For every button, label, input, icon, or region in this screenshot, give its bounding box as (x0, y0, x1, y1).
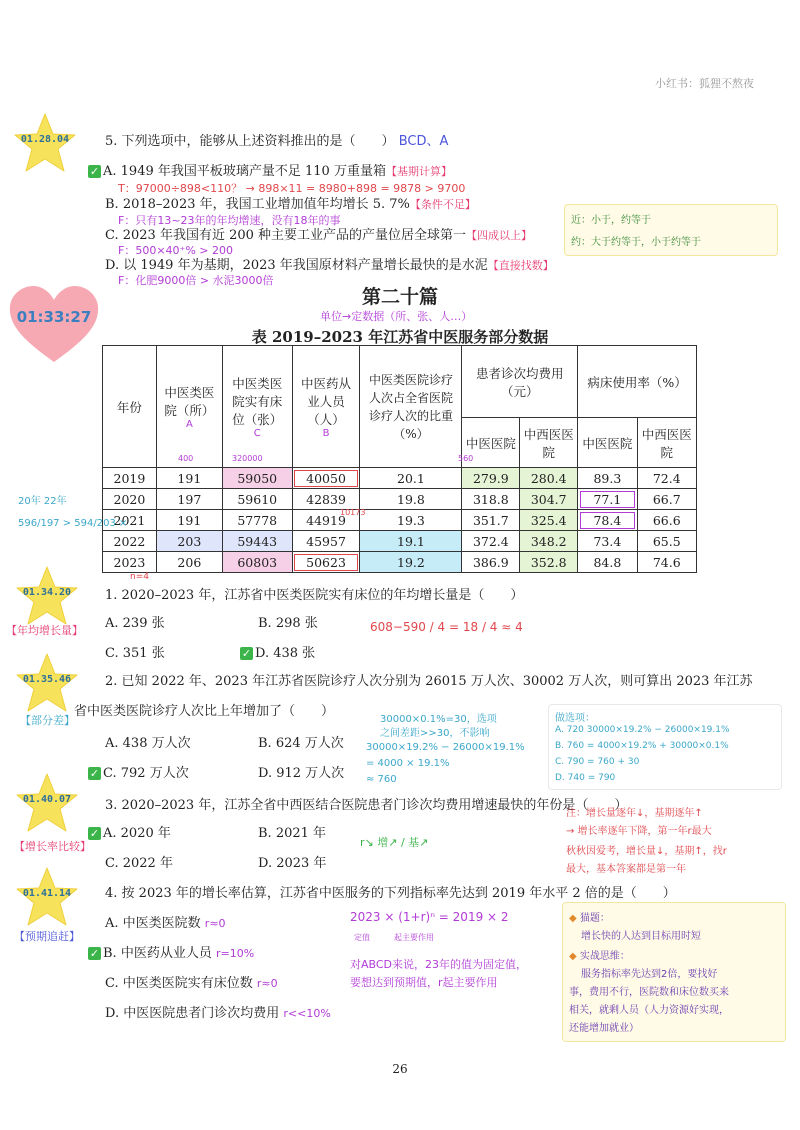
q1-option-b: B. 298 张 (258, 616, 318, 631)
q5-option-d: D. 以 1949 年为基期，2023 年我国原材料产量增长最快的是水泥【直接找数】 (105, 258, 554, 273)
q5-note-b: F：只有13~23年的年均增速，没有18年的事 (118, 214, 341, 227)
q4-formula-sub: 定值 起主要作用 (354, 933, 434, 942)
question-5-stem: 5. 下列选项中，能够从上述资料推出的是（ ） BCD、A (105, 134, 449, 149)
fox-icon: ◆ (569, 951, 577, 962)
q1-option-d: ✓ D. 438 张 (241, 646, 316, 661)
timestamp-label: 01.34.20 (22, 587, 72, 598)
q2-tag: 【部分差】 (20, 714, 75, 727)
q5-option-a: ✓ A. 1949 年我国平板玻璃产量不足 110 万重量箱【基期计算】 (89, 164, 452, 179)
q2-note-1: 30000×0.1%=30，选项 (380, 714, 497, 725)
q1-n-note: n=4 (130, 572, 149, 582)
header-staff: 中医药从业人员（人） B (292, 346, 360, 468)
q1-option-c: C. 351 张 (105, 646, 165, 661)
header-cost-group: 患者诊次均费用（元） (462, 346, 578, 418)
q4-tag: 【预期追赶】 (14, 930, 80, 943)
timestamp-label: 01.41.14 (22, 888, 72, 899)
mark-a: 400 (178, 454, 194, 463)
timestamp-label: 01.40.07 (22, 794, 72, 805)
header-share: 中医类医院诊疗人次占全省医院诊疗人次的比重（%） (360, 346, 462, 468)
question-3-stem: 3. 2020–2023 年，江苏全省中西医结合医院患者门诊次均费用增速最快的年份是（ ） (105, 798, 628, 813)
unit-note: 单位→定数据（所、张、人…） (320, 310, 473, 323)
q1-tag: 【年均增长量】 (6, 624, 83, 637)
header-beds: 中医类医院实有床位（张） C (222, 346, 292, 468)
timestamp-star-5 (14, 866, 80, 928)
q1-option-a: A. 239 张 (105, 616, 165, 631)
q5-note-a: T：97000÷898<110？ → 898×11 = 8980+898 = 9878 > 9700 (118, 182, 466, 195)
timestamp-star-1 (12, 112, 78, 174)
q3-side-notes: 注：增长量逐年↓，基期逐年↑ → 增长率逐年下降，第一年r最大 秋秋因爱考，增长量↓，基期↑，找r 最大，基本答案都是第一年 (566, 808, 727, 875)
timestamp-label: 01.28.04 (20, 134, 70, 145)
q2-note-4: = 4000 × 19.1% (366, 758, 450, 769)
q2-note-5: ≈ 760 (366, 774, 397, 785)
q2-note-2: 之间差距>>30，不影响 (380, 728, 490, 739)
q4-option-a: A. 中医类医院数 r≈0 (105, 916, 226, 931)
mark-c: 320000 (232, 454, 263, 463)
section-title: 第二十篇 (361, 286, 438, 308)
q2-option-d: D. 912 万人次 (258, 766, 345, 781)
check-icon: ✓ (89, 827, 100, 840)
timestamp-star-2 (14, 565, 80, 627)
q4-note-2: 要想达到预期值，r起主要作用 (350, 976, 498, 989)
q3-option-c: C. 2022 年 (105, 856, 173, 871)
table-title: 表 2019–2023 年江苏省中医服务部分数据 (251, 328, 549, 346)
table-row: 2023 206 60803 50623 19.2 386.9 352.8 84.8 74.6 (103, 552, 697, 573)
left-note-years: 20年 22年 (18, 496, 67, 507)
check-icon: ✓ (89, 947, 100, 960)
table-row: 2020 197 59610 42839 19.8 318.8 304.7 77.1 66.7 (103, 489, 697, 510)
table-row: 2022 203 59443 45957 19.1 372.4 348.2 73.4 65.5 (103, 531, 697, 552)
q4-option-d: D. 中医医院患者门诊次均费用 r<<10% (105, 1006, 331, 1021)
q5-option-c: C. 2023 年我国有近 200 种主要工业产品的产量位居全球第一【四成以上】 (105, 228, 533, 243)
fox-icon: ◆ (569, 913, 577, 924)
check-icon: ✓ (241, 647, 252, 660)
q2-option-box: 做选项： A. 720 30000×19.2% − 26000×19.1% B. 760 = 4000×19.2% + 30000×0.1% C. 790 = 760 + 30 D. 740 = 790 (548, 704, 782, 790)
q3-option-d: D. 2023 年 (258, 856, 327, 871)
watermark-header: 小红书：狐狸不熬夜 (655, 77, 754, 90)
mark-d: 560 (458, 454, 474, 463)
question-2-stem-1: 2. 已知 2022 年、2023 年江苏省医院诊疗人次分别为 26015 万人次、30002 万人次，则可算出 2023 年江苏 (105, 674, 753, 689)
check-icon: ✓ (89, 165, 100, 178)
header-year: 年份 (103, 346, 157, 468)
q4-option-c: C. 中医类医院实有床位数 r≈0 (105, 976, 278, 991)
q5-option-b: B. 2018–2023 年，我国工业增加值年均增长 5. 7%【条件不足】 (105, 197, 476, 212)
timestamp-star-4 (14, 772, 80, 834)
q2-option-b: B. 624 万人次 (258, 736, 344, 751)
q4-formula: 2023 × (1+r)ⁿ = 2019 × 2 (350, 910, 509, 924)
side-note-1: 近：小于，约等于 (571, 215, 651, 226)
q3-option-a: ✓ A. 2020 年 (89, 826, 171, 841)
q3-tag: 【增长率比较】 (14, 840, 91, 853)
left-note-fraction: 596/197 > 594/203 × (18, 518, 128, 529)
question-4-stem: 4. 按 2023 年的增长率估算，江苏省中医服务的下列指标率先达到 2019 年水平 2 倍的是（ ） (105, 886, 676, 901)
q4-side-box: ◆ 猫题： 增长快的人达到目标用时短 ◆ 实战思维： 服务指标率先达到2倍，要找好 事，费用不行，医院数和床位数买来 相关，就剩人员（人力资源好实现， 还能增加就业） (562, 902, 786, 1042)
side-note-2: 约：大于约等于，小于约等于 (571, 237, 701, 248)
header-bed-int: 中西医医院 (637, 418, 696, 468)
staff-note: 10173 (340, 508, 366, 517)
q2-note-3: 30000×19.2% − 26000×19.1% (366, 742, 525, 753)
q5-note-c: F：500×40⁺% > 200 (118, 244, 234, 257)
header-bed-group: 病床使用率（%） (578, 346, 697, 418)
q3-option-b: B. 2021 年 (258, 826, 327, 841)
timestamp-star-3 (14, 652, 80, 714)
q2-option-a: A. 438 万人次 (105, 736, 191, 751)
timestamp-label: 01:33:27 (16, 308, 92, 326)
header-cost-tcm: 中医医院 (462, 418, 520, 468)
timestamp-label: 01.35.46 (22, 674, 72, 685)
q5-side-box (564, 204, 778, 256)
q4-note-1: 对ABCD来说，23年的值为固定值， (350, 958, 528, 971)
question-2-stem-2: 省中医类医院诊疗人次比上年增加了（ ） (74, 704, 335, 719)
table-row: 2019 191 59050 40050 20.1 279.9 280.4 89.3 72.4 (103, 468, 697, 489)
header-cost-int: 中西医医院 (520, 418, 578, 468)
question-1-stem: 1. 2020–2023 年，江苏省中医类医院实有床位的年均增长量是（ ） (105, 588, 524, 603)
q5-note-d: F：化肥9000倍 > 水泥3000倍 (118, 274, 274, 287)
q1-calc: 608−590 / 4 = 18 / 4 ≈ 4 (370, 620, 523, 634)
table-row: 2021 191 57778 44919 19.3 351.7 325.4 78.4 66.6 (103, 510, 697, 531)
q4-option-b: ✓ B. 中医药从业人员 r=10% (89, 946, 255, 961)
check-icon: ✓ (89, 767, 100, 780)
header-bed-tcm: 中医医院 (578, 418, 637, 468)
page-number: 26 (392, 1062, 408, 1076)
q2-option-c: ✓ C. 792 万人次 (89, 766, 189, 781)
q3-r-note: r↘ 增↗ / 基↗ (360, 836, 429, 849)
header-hospitals: 中医类医院（所） A (156, 346, 222, 468)
